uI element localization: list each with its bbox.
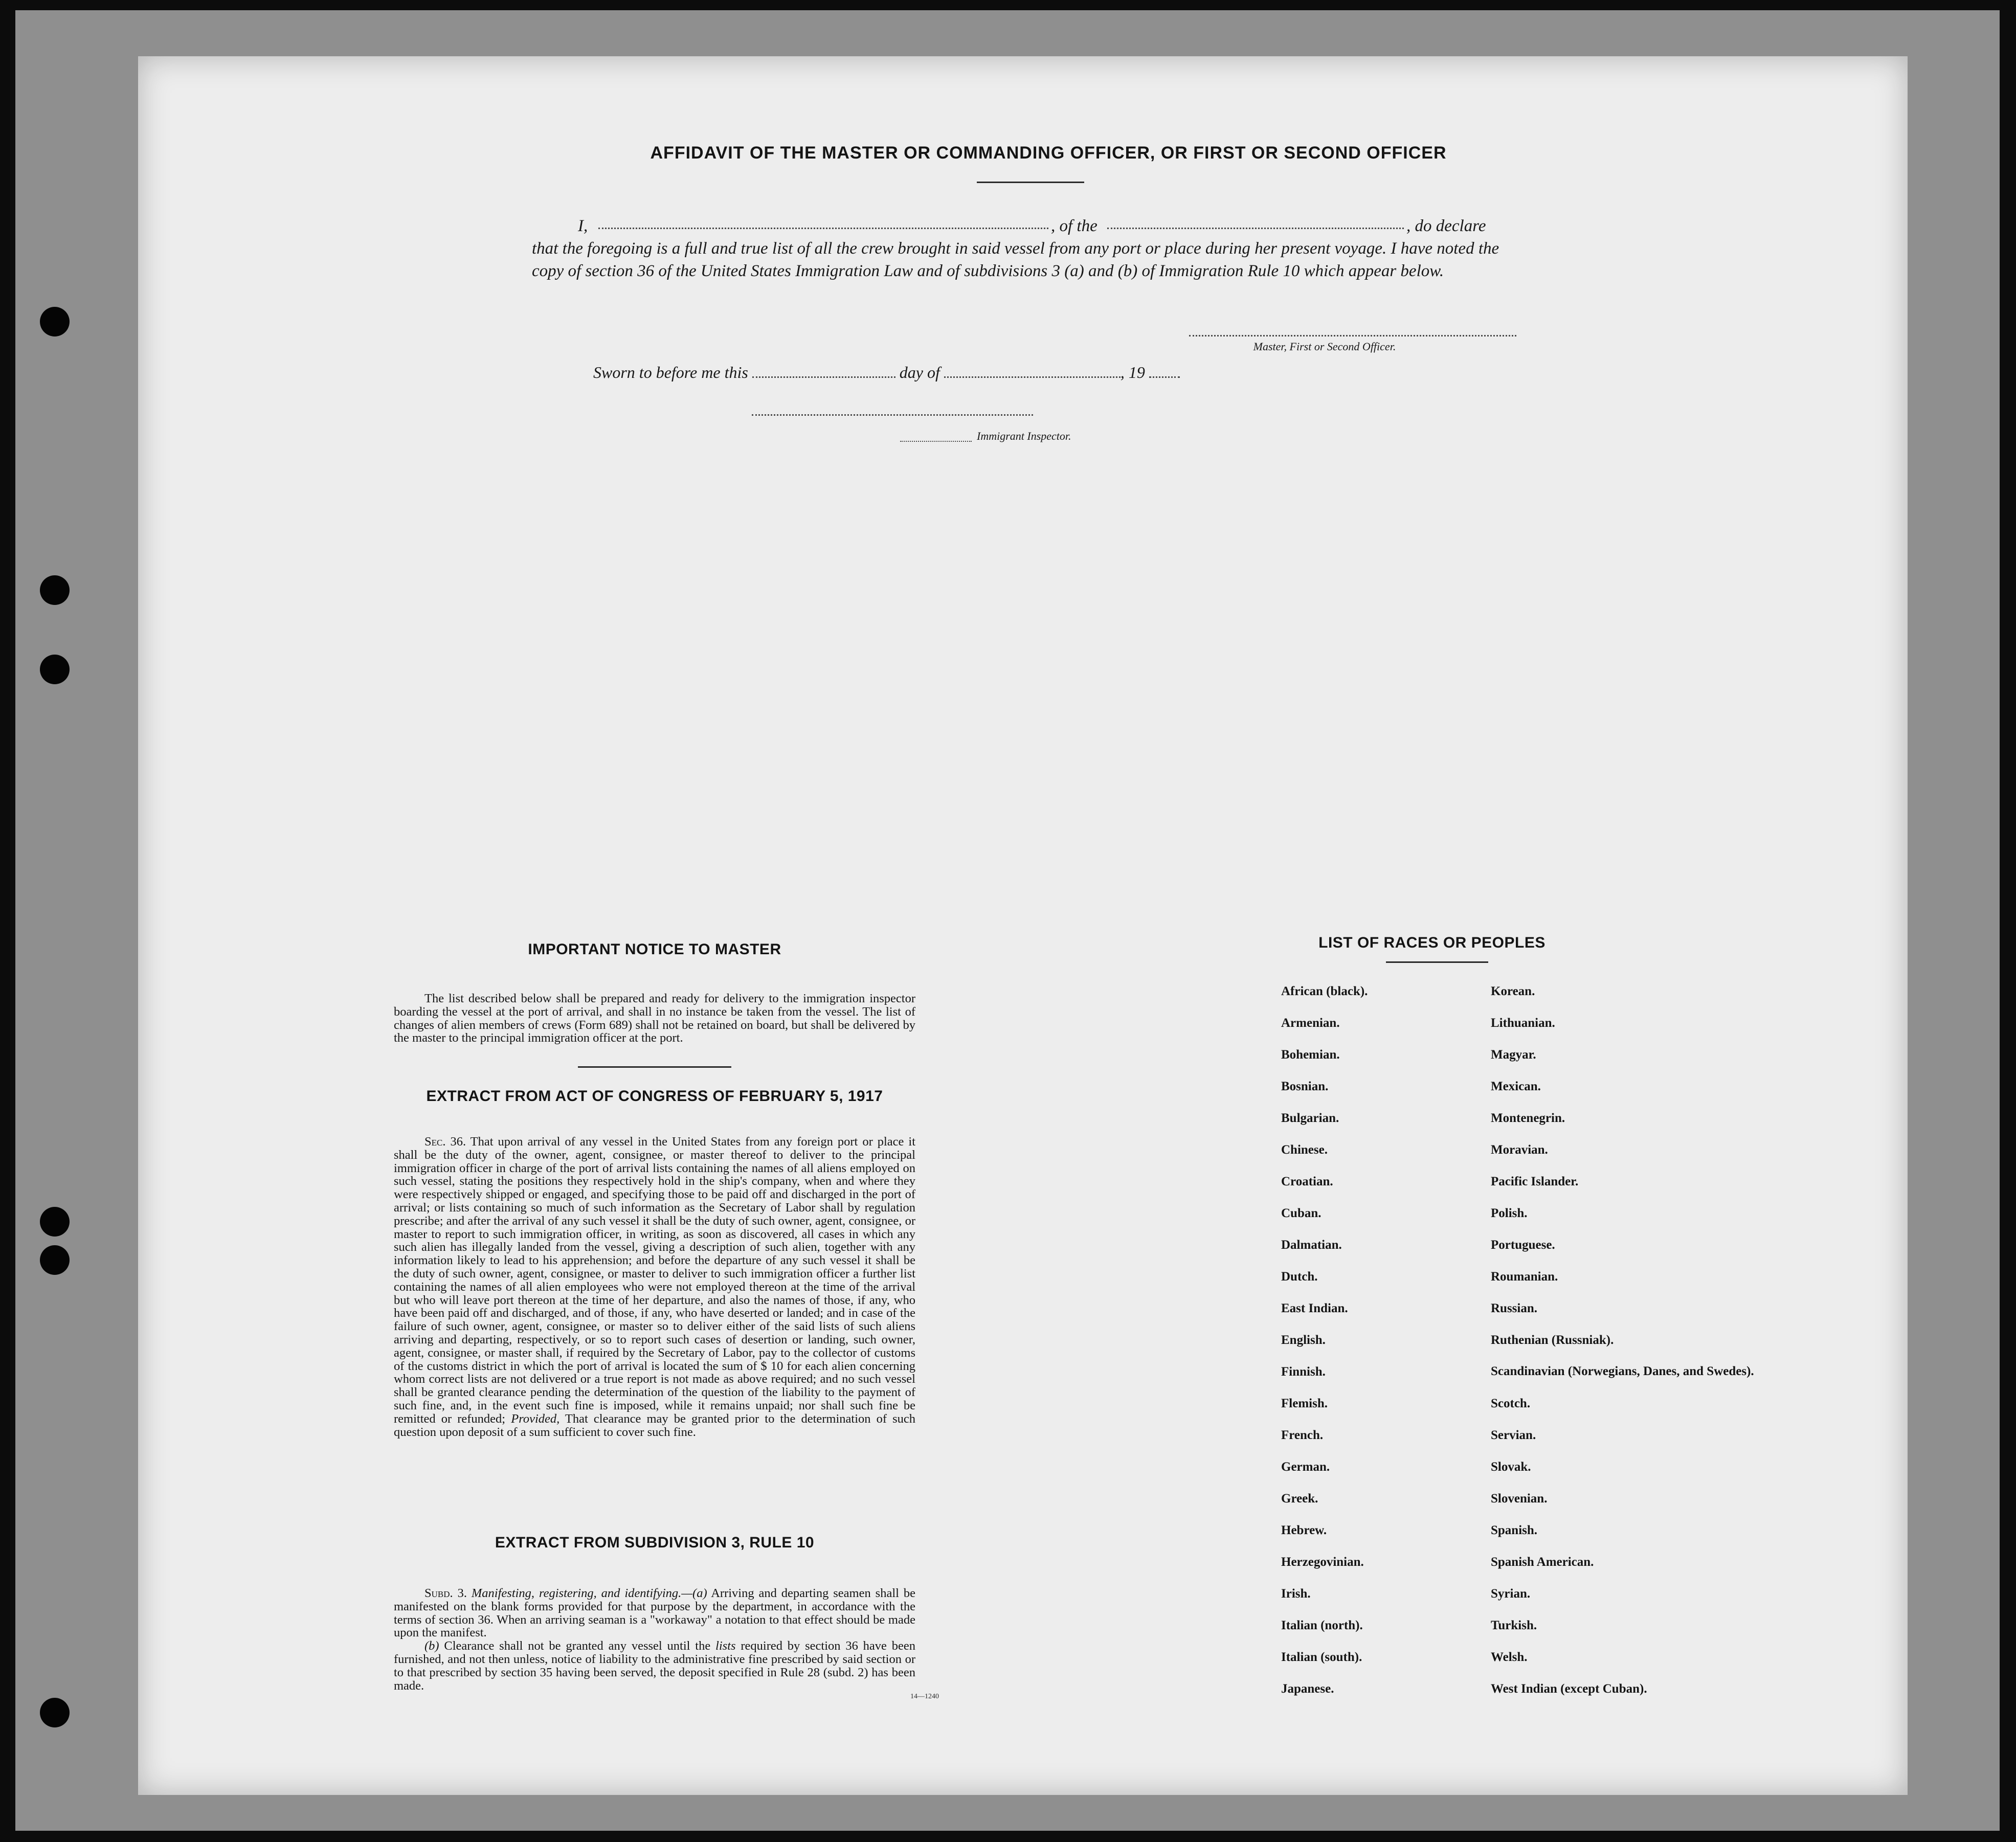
races-list-column-2 [1491, 984, 1757, 1714]
notice-body: The list described below shall be prepared and ready for delivery to the immigration inspector boarding the vessel at the port of arrival, and shall in no instance be taken from the vessel. The list of changes of alien members of crews (Form 689) shall not be retained on board, but shall be delivered by the master to the principal immigration officer at the port. [394, 992, 915, 1045]
officer-name-field[interactable] [598, 224, 1048, 229]
sworn-prefix: Sworn to before me this [593, 363, 748, 381]
para-b-text-1: Clearance shall not be granted any vessel until the [444, 1639, 711, 1653]
provided-word: Provided, [511, 1411, 560, 1426]
affidavit-text [532, 215, 1504, 282]
race-item: Finnish. [1281, 1365, 1326, 1379]
races-title: LIST OF RACES OR PEOPLES [1318, 934, 1545, 951]
para-b-text-2: required by section 36 have been furnished, and not then unless, notice of liability to the administrative fine prescribed by said section or to that prescribed by section 35 having been served, the deposit specified in Rule 28 (subd. 2) has been made. [394, 1639, 915, 1693]
race-item: Hebrew. [1281, 1523, 1327, 1537]
race-item: Armenian. [1281, 1016, 1340, 1030]
race-item: Mexican. [1491, 1080, 1541, 1093]
form-number: 14—1240 [910, 1693, 939, 1700]
affidavit-of-the: , of the [1051, 217, 1097, 235]
affidavit-title-rule [977, 182, 1084, 183]
sworn-day-field[interactable] [752, 373, 895, 378]
notice-divider [578, 1066, 731, 1068]
race-item: Moravian. [1491, 1143, 1548, 1157]
race-item: West Indian (except Cuban). [1491, 1682, 1647, 1696]
race-item: Croatian. [1281, 1175, 1333, 1188]
race-item: French. [1281, 1428, 1324, 1442]
extract-act-body [394, 1135, 915, 1439]
race-item: Bosnian. [1281, 1080, 1329, 1093]
race-item: Montenegrin. [1491, 1111, 1565, 1125]
rule-para-a [394, 1587, 915, 1639]
race-item: Dutch. [1281, 1270, 1318, 1284]
race-item: African (black). [1281, 984, 1368, 998]
race-item: Scotch. [1491, 1397, 1531, 1410]
para-b-label: (b) [424, 1639, 439, 1653]
binder-hole-left-3 [40, 655, 70, 684]
form-page [138, 56, 1908, 1795]
affidavit-title: AFFIDAVIT OF THE MASTER OR COMMANDING OFFICER, OR FIRST OR SECOND OFFICER [650, 143, 1447, 163]
race-item: Welsh. [1491, 1650, 1528, 1664]
master-signature-line[interactable] [1189, 335, 1516, 336]
race-item: Portuguese. [1491, 1238, 1555, 1252]
race-item: Korean. [1491, 984, 1535, 998]
race-item: Polish. [1491, 1206, 1528, 1220]
race-item: Pacific Islander. [1491, 1175, 1579, 1188]
affidavit-first-line [532, 215, 1504, 237]
race-item: Spanish. [1491, 1523, 1538, 1537]
race-item: Bohemian. [1281, 1048, 1340, 1062]
race-item: Greek. [1281, 1492, 1318, 1506]
inspector-label: Immigrant Inspector. [977, 430, 1071, 442]
extract-rule-title: EXTRACT FROM SUBDIVISION 3, RULE 10 [495, 1534, 815, 1551]
race-item: German. [1281, 1460, 1330, 1474]
race-item: Ruthenian (Russniak). [1491, 1333, 1614, 1347]
race-item: Slovenian. [1491, 1492, 1548, 1506]
sworn-line [593, 363, 1360, 382]
sworn-day-of: day of [899, 363, 940, 381]
section-36-text: That upon arrival of any vessel in the United States from any foreign port or place it shall be the duty of the owner, agent, consignee, or master thereof to deliver to the principal immigration officer in charge of the port of arrival lists containing the names of all aliens employed on such vessel, stating the positions they respectively hold in the ship's company, when and where they were respectively shipped or engaged, and specifying those to be paid off and discharged in the port of arrival; or lists containing so much of such information as the Secretary of Labor shall by regulation prescribe; and after the arrival of any such vessel it shall be the duty of such owner, agent, consignee, or master to report to such immigration officer, in writing, as soon as discovered, all cases in which any such alien has illegally landed from the vessel, giving a description of such alien, together with any information likely to lead to his apprehension; and before the departure of any such vessel it shall be the duty of such owner, agent, consignee, or master to deliver to such immigration officer a further list containing the names of all alien employees who were not employed thereon at the time of the arrival but who will leave port thereon at the time of her departure, and also the names of those, if any, who have been paid off and discharged, and of those, if any, who have deserted or landed; and in case of the failure of such owner, agent, consignee, or master so to deliver either of the said lists of such aliens arriving and departing, respectively, or so to report such cases of desertion or landing, such owner, agent, consignee, or master shall, if required by the Secretary of Labor, pay to the collector of customs of the customs district in which the port of arrival is located the sum of $ 10 for each alien concerning whom correct lists are not delivered or a true report is not made as above required; and no such vessel shall be granted clearance pending the determination of the question of the liability to the payment of such fine, and, in the event such fine is imposed, while it remains unpaid; nor shall such fine be remitted or refunded; [394, 1135, 915, 1426]
race-item: Japanese. [1281, 1682, 1334, 1696]
race-item: Chinese. [1281, 1143, 1328, 1157]
race-item: Herzegovinian. [1281, 1555, 1364, 1569]
master-signature-label: Master, First or Second Officer. [1253, 340, 1396, 353]
race-item: Russian. [1491, 1301, 1538, 1315]
races-title-rule [1386, 961, 1488, 963]
sworn-month-field[interactable] [944, 373, 1121, 378]
race-item: Servian. [1491, 1428, 1536, 1442]
race-item: Lithuanian. [1491, 1016, 1555, 1030]
race-item: Magyar. [1491, 1048, 1536, 1062]
race-item: Dalmatian. [1281, 1238, 1342, 1252]
race-item: Italian (south). [1281, 1650, 1362, 1664]
race-item: East Indian. [1281, 1301, 1348, 1315]
inspector-signature-line[interactable] [752, 414, 1033, 416]
race-item: Roumanian. [1491, 1270, 1558, 1284]
extract-rule-body [394, 1587, 915, 1692]
binder-hole-left-2 [40, 575, 70, 605]
binder-hole-left-5 [40, 1245, 70, 1275]
race-item: Irish. [1281, 1587, 1311, 1601]
vessel-name-field[interactable] [1107, 224, 1404, 229]
para-a-text: Arriving and departing seamen shall be manifested on the blank forms provided for that purpose by the department, in accordance with the terms of section 36. When an arriving seaman is a "workaway" a notation to that effect should be made upon the manifest. [394, 1586, 915, 1640]
section-label: Sec. 36. [424, 1135, 466, 1149]
sworn-year-field[interactable] [1149, 373, 1180, 378]
subd-heading: Manifesting, registering, and identifying. [471, 1586, 682, 1600]
section-36-end: That clearance may be granted prior to the determination of such question upon deposit of a sum sufficient to cover such fine. [394, 1411, 916, 1439]
race-item: Flemish. [1281, 1397, 1328, 1410]
race-item: Turkish. [1491, 1619, 1537, 1632]
race-item: Bulgarian. [1281, 1111, 1339, 1125]
binder-hole-left-6 [40, 1698, 70, 1727]
sworn-year-prefix: , 19 [1120, 363, 1145, 381]
notice-title: IMPORTANT NOTICE TO MASTER [528, 941, 781, 958]
rule-para-b [394, 1639, 915, 1692]
race-item: Syrian. [1491, 1587, 1531, 1601]
para-b-lists: lists [715, 1639, 736, 1653]
race-item: Spanish American. [1491, 1555, 1594, 1569]
affidavit-do-declare: , do declare [1406, 217, 1486, 235]
race-item: Italian (north). [1281, 1619, 1363, 1632]
binder-hole-left-1 [40, 307, 70, 336]
race-item: English. [1281, 1333, 1326, 1347]
race-item: Slovak. [1491, 1460, 1531, 1474]
race-item: Cuban. [1281, 1206, 1321, 1220]
affidavit-body-text: that the foregoing is a full and true list of all the crew brought in said vessel from any port or place during her present voyage. I have noted the copy of section 36 of the United States Immigration Law and of subdivisions 3 (a) and (b) of Immigration Rule 10 which appear below. [532, 239, 1499, 280]
race-item: Scandinavian (Norwegians, Danes, and Swedes). [1491, 1364, 1754, 1378]
binder-hole-left-4 [40, 1207, 70, 1237]
affidavit-i: I, [578, 217, 588, 235]
subd-label: Subd. 3. [424, 1586, 467, 1600]
extract-act-title: EXTRACT FROM ACT OF CONGRESS OF FEBRUARY 5, 1917 [426, 1088, 883, 1105]
para-a-label: —(a) [681, 1586, 707, 1600]
